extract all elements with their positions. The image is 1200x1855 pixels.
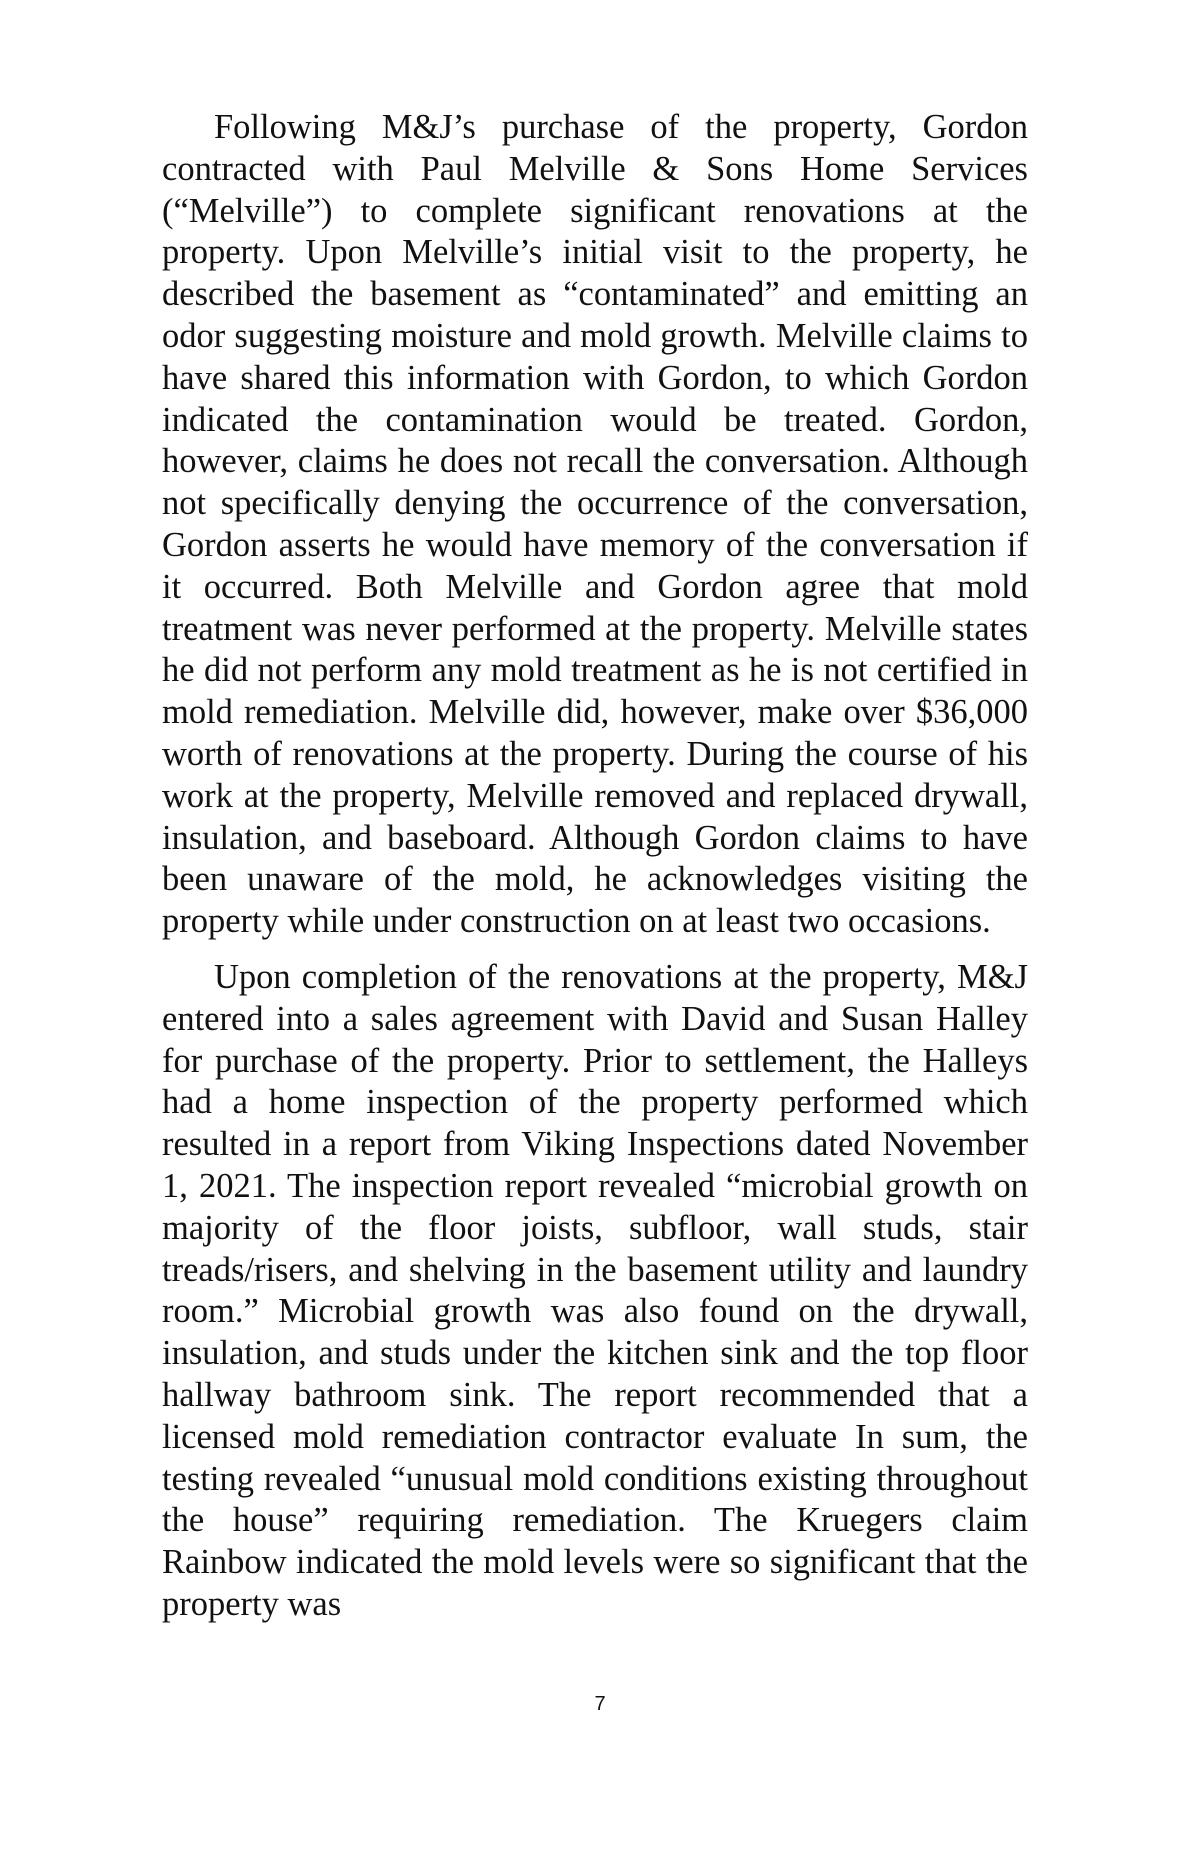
paragraph-melville-renovations: Following M&J’s purchase of the property, Gordon contracted with Paul Melville & Sons Home Services (“Melville”) to complete significant renovations at the property. Upon Melville’s initial visit to the property, he described the basement as “contaminated” and emitting an odor suggesting moisture and mold growth. Melville claims to have shared this information with Gordon, to which Gordon indicated the contamination would be treated. Gordon, however, claims he does not recall the conversation. Although not specifically denying the occurrence of the conversation, Gordon asserts he would have memory of the conversation if it occurred. Both Melville and Gordon agree that mold treatment was never performed at the property. Melville states he did not perform any mold treatment as he is not certified in mold remediation. Melville did, however, make over $36,000 worth of renovations at the property. During the course of his work at the property, Melville removed and replaced drywall, insulation, and baseboard. Although Gordon claims to have been unaware of the mold, he acknowledges visiting the property while under construction on at least two occasions. bbox=[162, 108, 1028, 941]
paragraph-halley-inspection: Upon completion of the renovations at the property, M&J entered into a sales agreement with David and Susan Halley for purchase of the property. Prior to settlement, the Halleys had a home inspection of the property performed which resulted in a report from Viking Inspections dated November 1, 2021. The inspection report revealed “microbial growth on majority of the floor joists, subfloor, wall studs, stair treads/risers, and shelving in the basement utility and laundry room.” Microbial growth was also found on the drywall, insulation, and studs under the kitchen sink and the top floor hallway bathroom sink. The report recommended that a licensed mold remediation contractor evaluate In sum, the testing revealed “unusual mold conditions existing throughout the house” requiring remediation. The Kruegers claim Rainbow indicated the mold levels were so significant that the property was bbox=[162, 957, 1028, 1623]
body-text bbox=[162, 107, 1028, 1626]
page-number: 7 bbox=[594, 1693, 606, 1715]
